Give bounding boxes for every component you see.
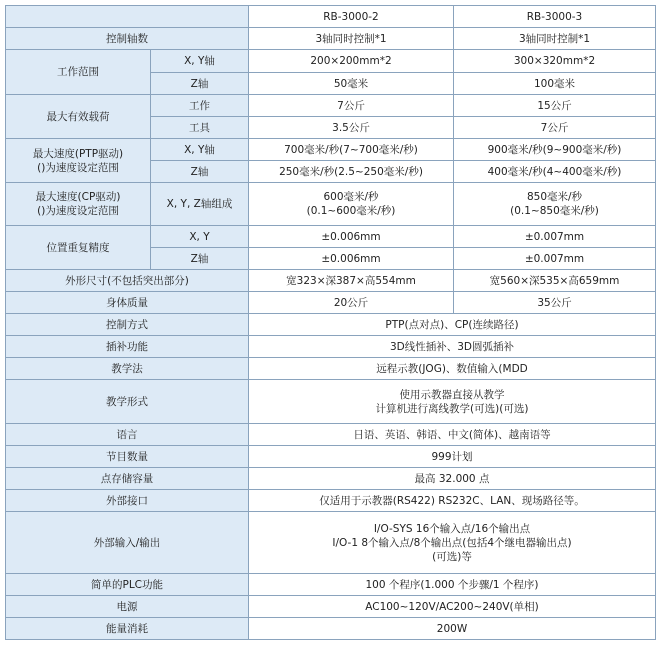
row-speed-cp xyxy=(6,183,656,226)
external-io-line1: I/O-SYS 16个输入点/16个输出点 xyxy=(373,522,531,535)
max-payload-label: 最大有效载荷 xyxy=(6,95,151,139)
power-supply-value: AC100~120V/AC200~240V(单相) xyxy=(249,596,656,618)
program-count-label: 节目数量 xyxy=(6,446,249,468)
dimensions-label: 外形尺寸(不包括突出部分) xyxy=(6,270,249,292)
language-value: 日语、英语、韩语、中文(简体)、越南语等 xyxy=(249,424,656,446)
payload-tool-a: 3.5公斤 xyxy=(249,117,454,139)
corner-cell xyxy=(6,6,249,28)
control-method-label: 控制方式 xyxy=(6,314,249,336)
control-method-value: PTP(点对点)、CP(连续路径) xyxy=(249,314,656,336)
repeat-z-a: ±0.006mm xyxy=(249,248,454,270)
max-speed-ptp-label xyxy=(6,139,151,183)
speed-ptp-z-a: 250毫米/秒(2.5~250毫米/秒) xyxy=(249,161,454,183)
row-teaching-format xyxy=(6,380,656,424)
row-power-consumption xyxy=(6,618,656,640)
point-capacity-value: 最高 32.000 点 xyxy=(249,468,656,490)
work-range-xy-a: 200×200mm*2 xyxy=(249,50,454,73)
speed-cp-b-line2: (0.1~850毫米/秒) xyxy=(510,205,599,217)
program-count-value: 999计划 xyxy=(249,446,656,468)
work-range-z-label: Z轴 xyxy=(151,73,249,95)
repeat-z-label: Z轴 xyxy=(151,248,249,270)
row-power-supply xyxy=(6,596,656,618)
repeat-xy-a: ±0.006mm xyxy=(249,226,454,248)
model-a-header: RB-3000-2 xyxy=(249,6,454,28)
dimensions-b: 宽560×深535×高659mm xyxy=(454,270,656,292)
row-external-interface xyxy=(6,490,656,512)
teaching-method-label: 教学法 xyxy=(6,358,249,380)
max-speed-ptp-label-line2: ()为速度设定范围 xyxy=(37,161,119,174)
row-payload-work xyxy=(6,95,656,117)
row-dimensions xyxy=(6,270,656,292)
body-weight-b: 35公斤 xyxy=(454,292,656,314)
speed-ptp-xy-a: 700毫米/秒(7~700毫米/秒) xyxy=(249,139,454,161)
payload-tool-b: 7公斤 xyxy=(454,117,656,139)
work-range-label: 工作范围 xyxy=(6,50,151,95)
plc-label: 简单的PLC功能 xyxy=(6,574,249,596)
row-point-capacity xyxy=(6,468,656,490)
payload-work-a: 7公斤 xyxy=(249,95,454,117)
teaching-format-label: 教学形式 xyxy=(6,380,249,424)
external-io-line3: (可选)等 xyxy=(432,550,472,563)
speed-ptp-xy-b: 900毫米/秒(9~900毫米/秒) xyxy=(454,139,656,161)
interpolation-label: 插补功能 xyxy=(6,336,249,358)
plc-value: 100 个程序(1.000 个步骤/1 个程序) xyxy=(249,574,656,596)
power-consumption-label: 能量消耗 xyxy=(6,618,249,640)
work-range-xy-label: X, Y轴 xyxy=(151,50,249,73)
body-weight-label: 身体质量 xyxy=(6,292,249,314)
max-speed-ptp-label-line1: 最大速度(PTP驱动) xyxy=(32,147,124,160)
row-teaching-method xyxy=(6,358,656,380)
row-language xyxy=(6,424,656,446)
row-control-method xyxy=(6,314,656,336)
external-interface-label: 外部接口 xyxy=(6,490,249,512)
payload-work-label: 工作 xyxy=(151,95,249,117)
speed-ptp-xy-label: X, Y轴 xyxy=(151,139,249,161)
teaching-format-value xyxy=(249,380,656,424)
row-interpolation xyxy=(6,336,656,358)
speed-cp-b-line1: 850毫米/秒 xyxy=(526,191,583,203)
point-capacity-label: 点存储容量 xyxy=(6,468,249,490)
row-program-count xyxy=(6,446,656,468)
header-row xyxy=(6,6,656,28)
speed-ptp-z-b: 400毫米/秒(4~400毫米/秒) xyxy=(454,161,656,183)
speed-cp-axes-label: X, Y, Z轴组成 xyxy=(151,183,249,226)
work-range-xy-b: 300×320mm*2 xyxy=(454,50,656,73)
control-axes-b: 3轴同时控制*1 xyxy=(454,28,656,50)
row-work-range-xy xyxy=(6,50,656,73)
interpolation-value: 3D线性插补、3D圆弧插补 xyxy=(249,336,656,358)
power-consumption-value: 200W xyxy=(249,618,656,640)
max-speed-cp-label-line2: ()为速度设定范围 xyxy=(37,205,119,217)
model-b-header: RB-3000-3 xyxy=(454,6,656,28)
repeat-z-b: ±0.007mm xyxy=(454,248,656,270)
speed-cp-a-line2: (0.1~600毫米/秒) xyxy=(306,205,396,217)
control-axes-label: 控制轴数 xyxy=(6,28,249,50)
speed-ptp-z-label: Z轴 xyxy=(151,161,249,183)
speed-cp-a-line1: 600毫米/秒 xyxy=(323,191,379,203)
payload-work-b: 15公斤 xyxy=(454,95,656,117)
max-speed-cp-label xyxy=(6,183,151,226)
external-io-label: 外部输入/输出 xyxy=(6,512,249,574)
body-weight-a: 20公斤 xyxy=(249,292,454,314)
repeatability-label: 位置重复精度 xyxy=(6,226,151,270)
teaching-format-line1: 使用示教器直接从教学 xyxy=(399,388,505,401)
row-plc xyxy=(6,574,656,596)
power-supply-label: 电源 xyxy=(6,596,249,618)
external-io-line2: I/O-1 8个输入点/8个输出点(包括4个继电器输出点) xyxy=(332,536,572,549)
teaching-method-value: 远程示教(JOG)、数值输入(MDD xyxy=(249,358,656,380)
row-body-weight xyxy=(6,292,656,314)
payload-tool-label: 工具 xyxy=(151,117,249,139)
work-range-z-b: 100毫米 xyxy=(454,73,656,95)
external-interface-value: 仅适用于示教器(RS422) RS232C、LAN、现场路径等。 xyxy=(249,490,656,512)
speed-cp-b xyxy=(454,183,656,226)
speed-cp-a xyxy=(249,183,454,226)
work-range-z-a: 50毫米 xyxy=(249,73,454,95)
row-control-axes xyxy=(6,28,656,50)
row-external-io xyxy=(6,512,656,574)
dimensions-a: 宽323×深387×高554mm xyxy=(249,270,454,292)
spec-table xyxy=(5,5,656,640)
external-io-value xyxy=(249,512,656,574)
repeat-xy-label: X, Y xyxy=(151,226,249,248)
teaching-format-line2: 计算机进行离线教学(可选)(可选) xyxy=(375,402,529,415)
row-speed-ptp-xy xyxy=(6,139,656,161)
row-repeat-xy xyxy=(6,226,656,248)
language-label: 语言 xyxy=(6,424,249,446)
max-speed-cp-label-line1: 最大速度(CP驱动) xyxy=(35,191,121,203)
repeat-xy-b: ±0.007mm xyxy=(454,226,656,248)
control-axes-a: 3轴同时控制*1 xyxy=(249,28,454,50)
